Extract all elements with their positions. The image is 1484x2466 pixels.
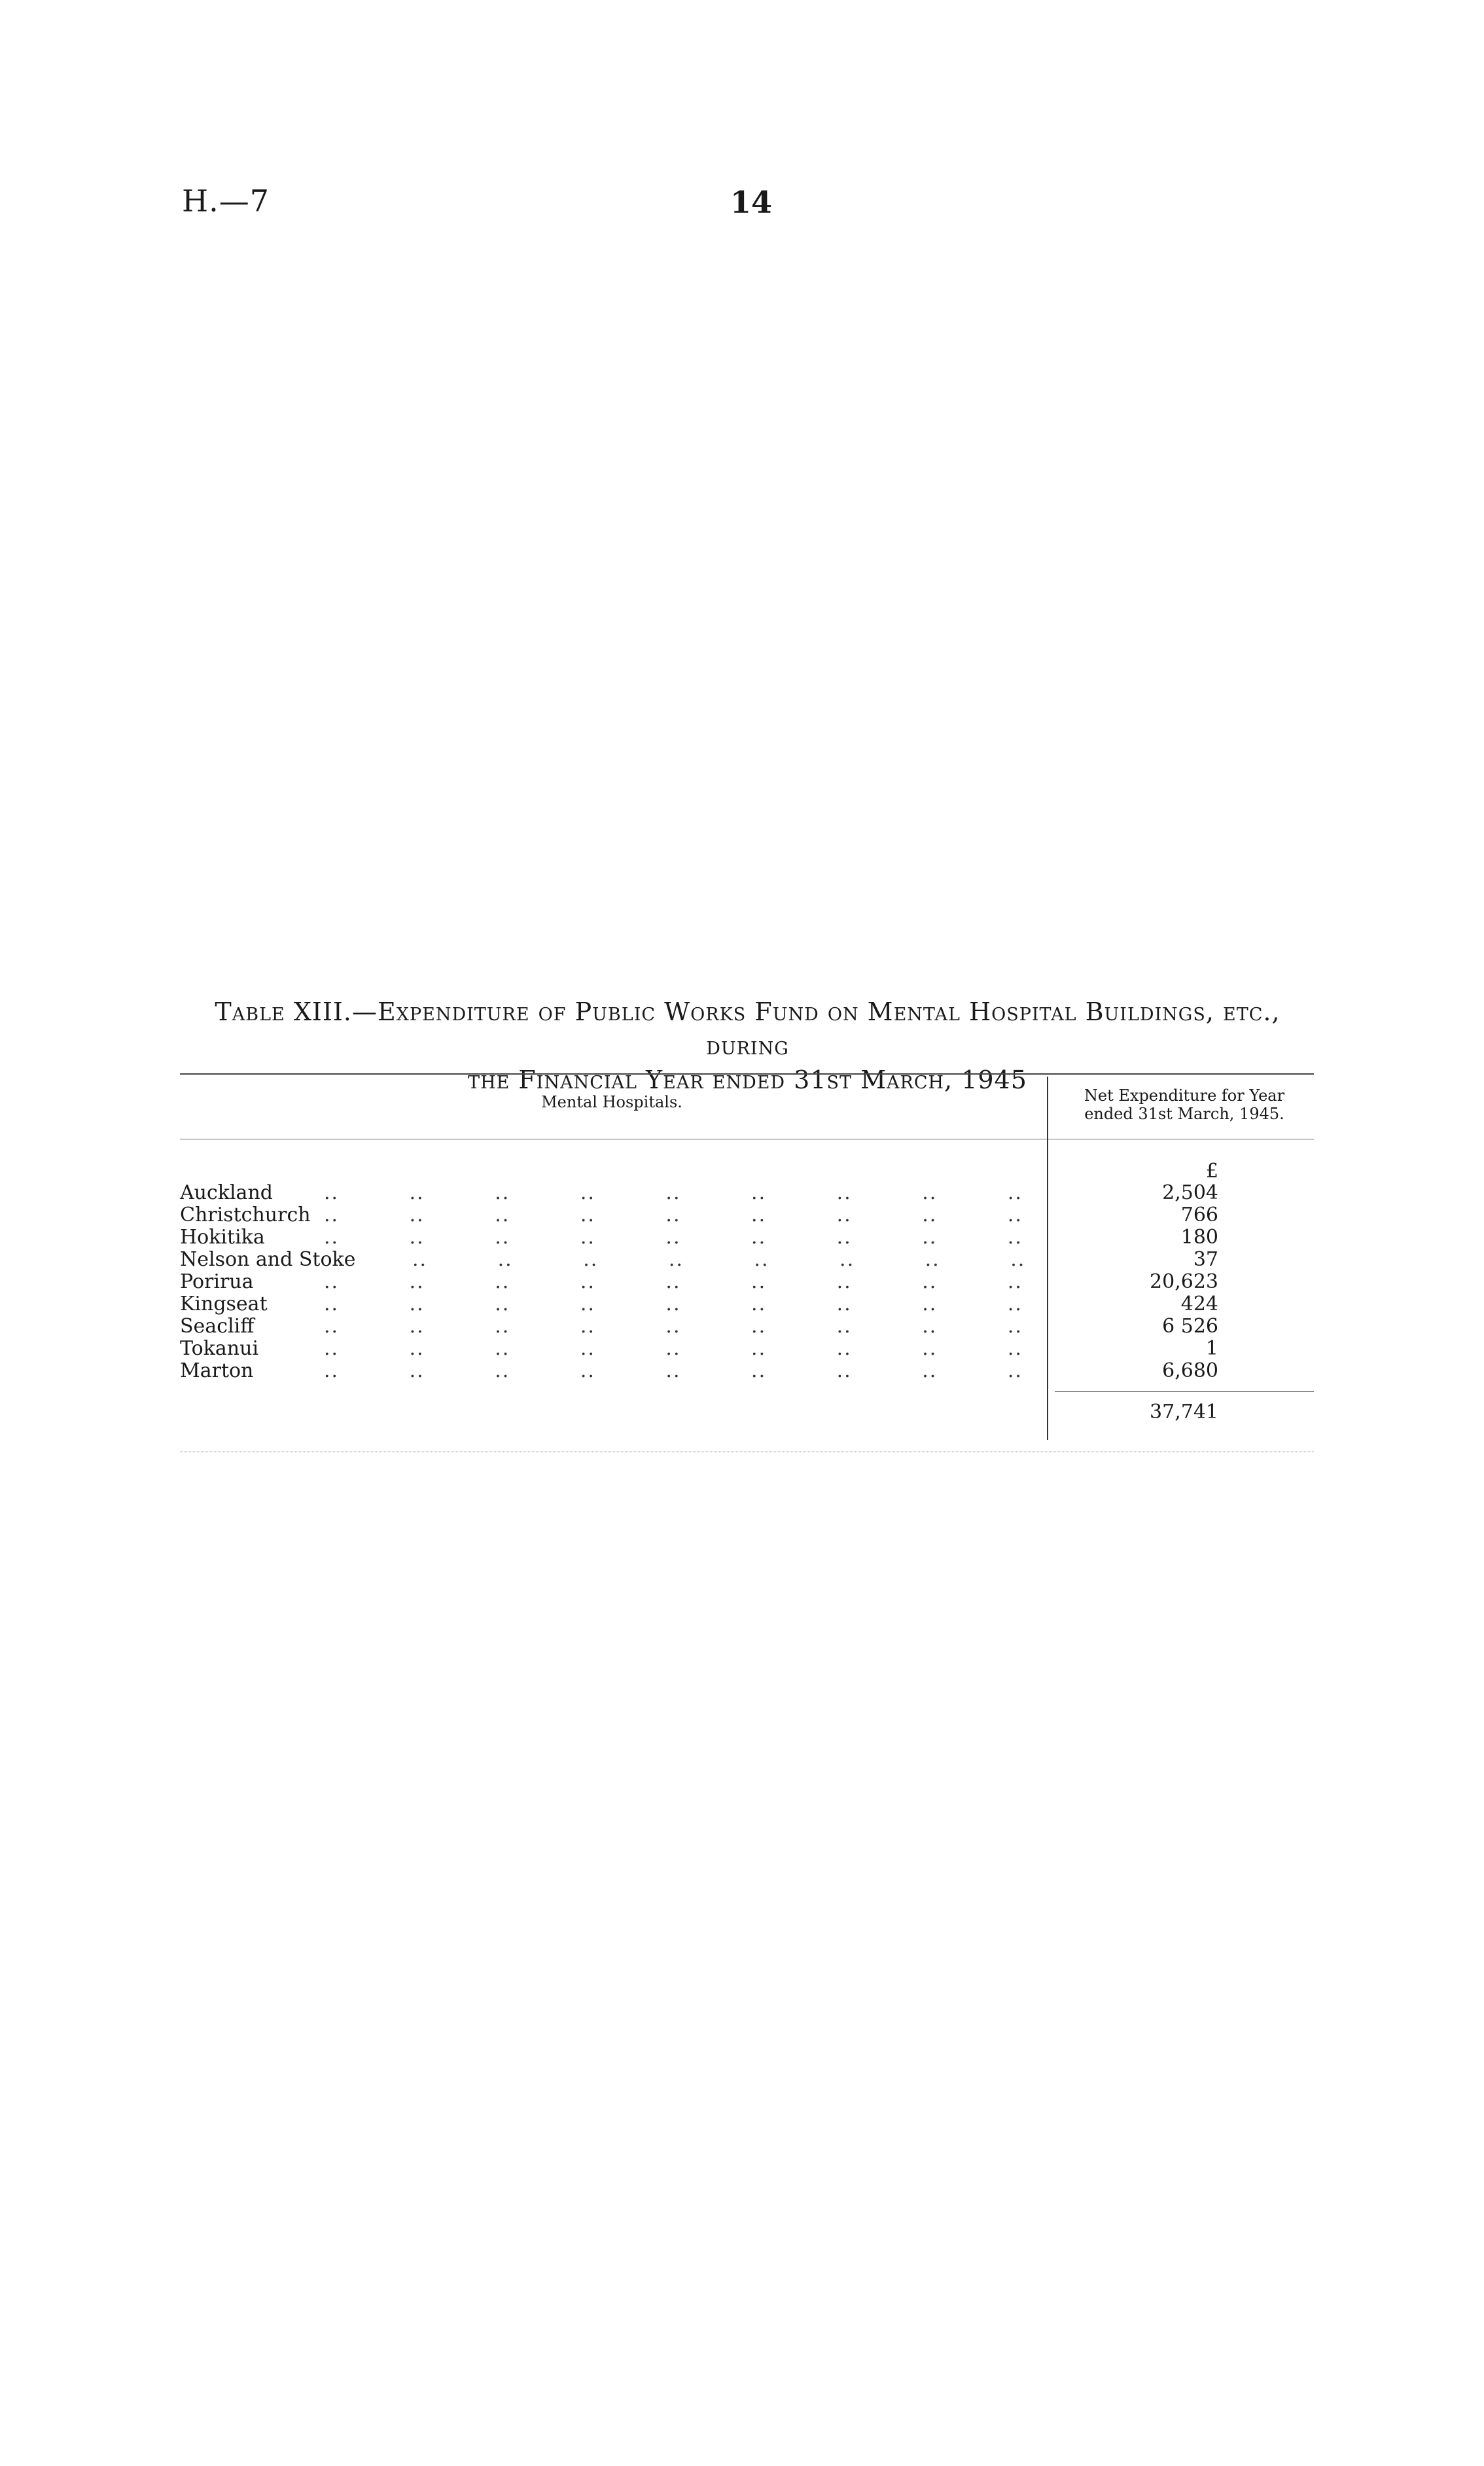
dot-leaders: .. .. .. .. .. .. .. .. .. [324,1360,1023,1382]
dot-leaders: .. .. .. .. .. .. .. .. .. [324,1271,1023,1293]
column-header-expenditure-line-2: ended 31st March, 1945. [1084,1105,1284,1123]
hospital-name: Seacliff [180,1315,255,1338]
column-header-expenditure-line-1: Net Expenditure for Year [1084,1086,1285,1105]
expenditure-value: 2,504 [1162,1181,1218,1204]
dot-leaders: .. .. .. .. .. .. .. .. .. [324,1226,1023,1249]
table-title-line-1: Table XIII.—Expenditure of Public Works Fund on Mental Hospital Buildings, etc., during [215,997,1281,1060]
table-row [180,1182,1314,1204]
table-body [180,1182,1314,1382]
dot-leaders: .. .. .. .. .. .. .. .. .. [324,1293,1023,1315]
hospital-name: Kingseat [180,1293,268,1315]
table-row [180,1271,1314,1293]
expenditure-value: 180 [1180,1226,1218,1249]
table-row [180,1338,1314,1360]
dot-leaders: .. .. .. .. .. .. .. .. .. [324,1182,1023,1204]
dot-leaders: .. .. .. .. .. .. .. .. [412,1249,1026,1271]
dot-leaders: .. .. .. .. .. .. .. .. .. [324,1204,1023,1226]
table-row [180,1204,1314,1226]
expenditure-value: 6 526 [1162,1315,1218,1338]
currency-symbol: £ [1205,1160,1218,1183]
table-title-line-2: the Financial Year ended 31st March, 1945 [468,1065,1027,1094]
expenditure-value: 20,623 [1150,1270,1218,1293]
column-header-hospitals: Mental Hospitals. [541,1093,682,1111]
table-title [177,995,1318,1097]
hospital-name: Marton [180,1359,254,1382]
hospital-name: Hokitika [180,1226,265,1249]
table-row [180,1226,1314,1249]
expenditure-value: 424 [1180,1293,1218,1315]
table-top-rule [180,1073,1314,1075]
page-number: 14 [730,185,773,220]
column-header-expenditure [1055,1086,1314,1123]
expenditure-value: 1 [1205,1337,1218,1360]
hospital-name: Auckland [180,1181,273,1204]
table-row [180,1315,1314,1338]
dot-leaders: .. .. .. .. .. .. .. .. .. [324,1315,1023,1338]
expenditure-value: 766 [1180,1204,1218,1226]
total-value: 37,741 [1150,1401,1218,1423]
table-row [180,1293,1314,1315]
expenditure-value: 6,680 [1162,1359,1218,1382]
hospital-name: Nelson and Stoke [180,1248,356,1271]
total-rule [1055,1391,1314,1392]
table-row [180,1360,1314,1382]
table-row [180,1249,1314,1271]
hospital-name: Christchurch [180,1204,311,1226]
expenditure-value: 37 [1193,1248,1218,1271]
hospital-name: Porirua [180,1270,254,1293]
page-reference: H.—7 [182,183,270,219]
hospital-name: Tokanui [180,1337,259,1360]
dot-leaders: .. .. .. .. .. .. .. .. .. [324,1338,1023,1360]
